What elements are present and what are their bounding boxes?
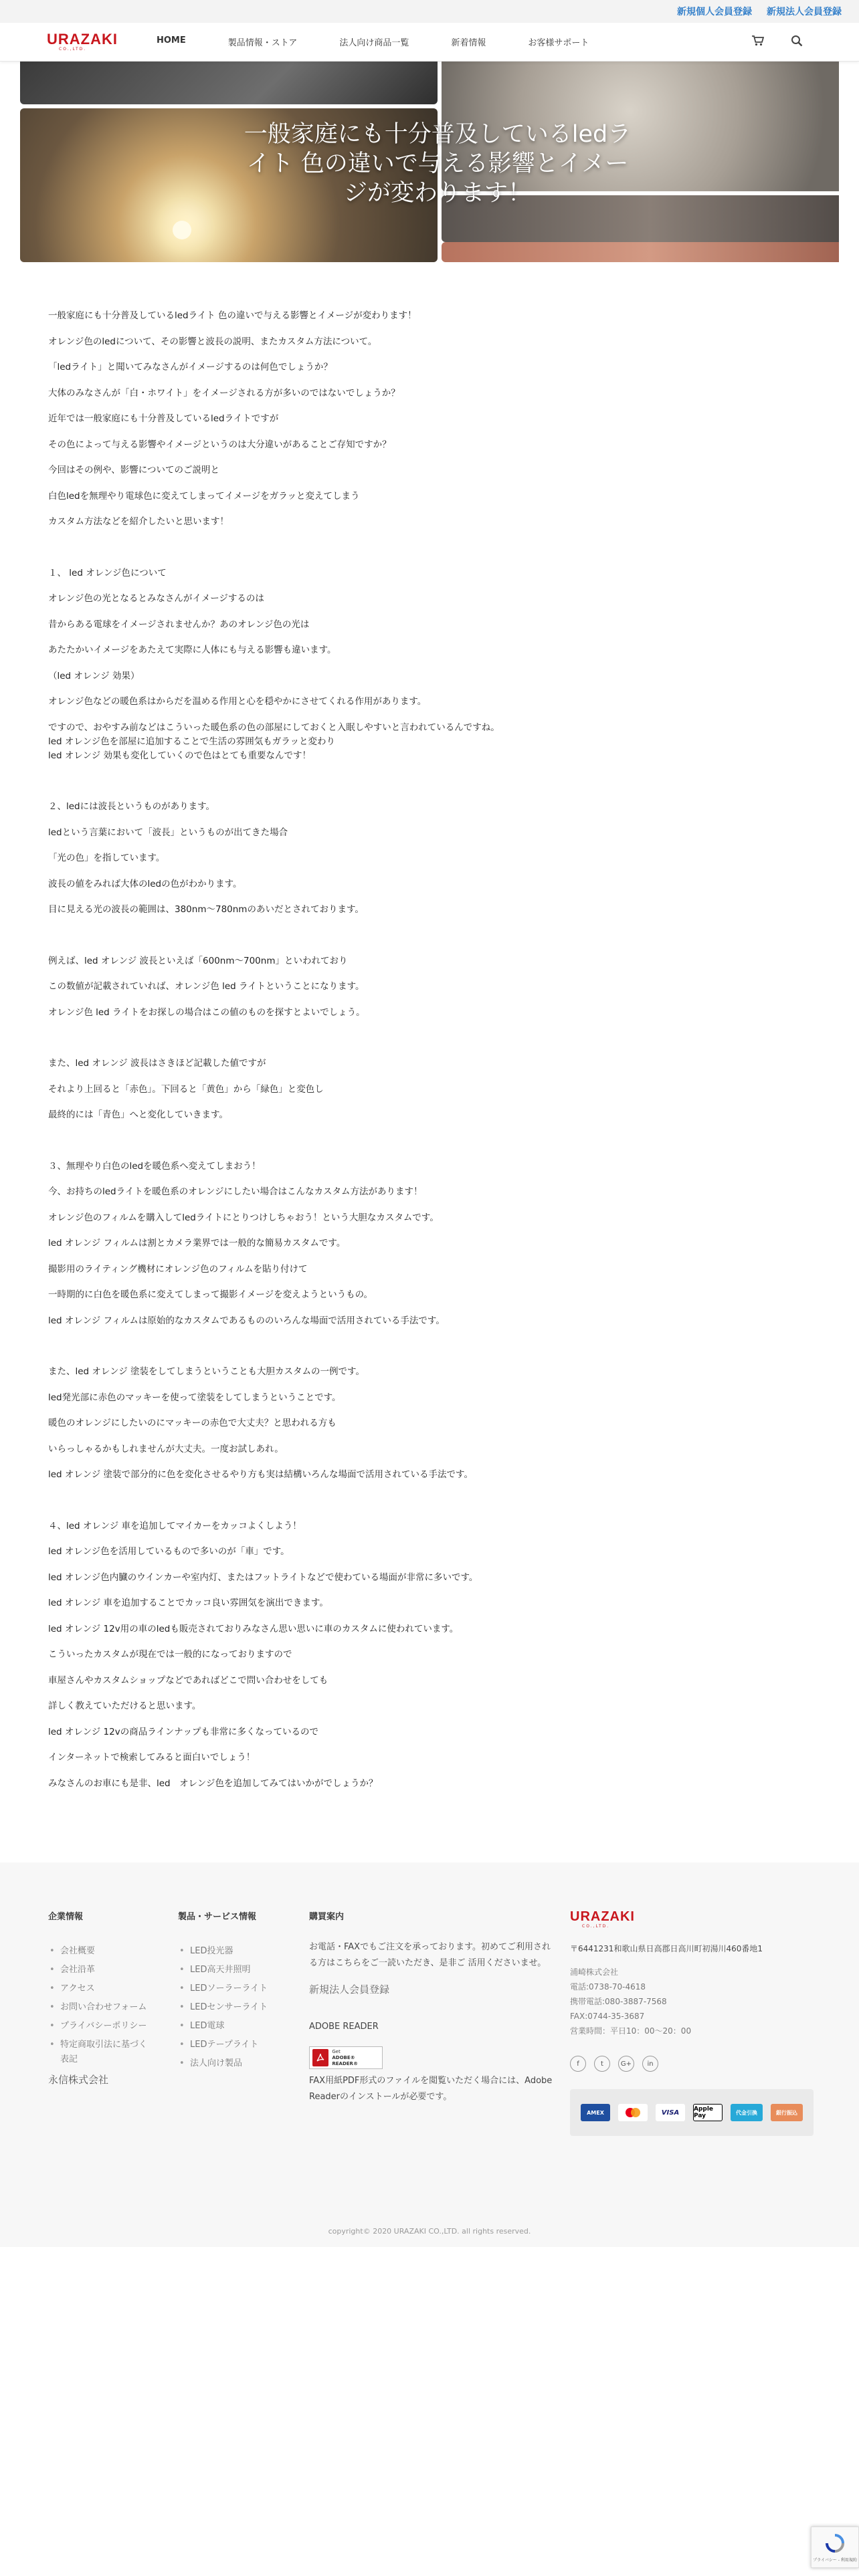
article-paragraph: オレンジ色の光となるとみなさんがイメージするのは	[48, 593, 264, 604]
main-navigation	[0, 23, 859, 62]
amex-icon: AMEX	[581, 2104, 610, 2121]
footer-link-access[interactable]: • アクセス	[48, 1979, 162, 1998]
article-paragraph: 「ledライト」と聞いてみなさんがイメージするのは何色でしょうか？	[48, 362, 332, 372]
footer-link-history[interactable]: • 会社沿革	[48, 1961, 162, 1979]
article-paragraph: ledという言葉において「波長」というものが出てきた場合	[48, 827, 288, 838]
cart-icon[interactable]	[752, 35, 764, 49]
article-paragraph: また、led オレンジ 塗装をしてしまうということも大胆カスタムの一例です。	[48, 1366, 365, 1377]
article-paragraph: 一般家庭にも十分普及しているledライト 色の違いで与える影響とイメージが変わります！	[48, 310, 417, 321]
apple-pay-icon: Apple Pay	[693, 2104, 723, 2121]
copyright: copyright© 2020 URAZAKI CO.,LTD. all rights reserved.	[328, 2227, 531, 2236]
pdf-icon	[312, 2049, 328, 2066]
bank-transfer-icon: 銀行振込	[771, 2104, 803, 2121]
footer-link-tape[interactable]: • LEDテープライト	[178, 2036, 292, 2054]
twitter-icon[interactable]: t	[594, 2056, 610, 2072]
article-paragraph: 昔からある電球をイメージされませんか？あのオレンジ色の光は	[48, 619, 310, 630]
article-paragraph: 詳しく教えていただけると思います。	[48, 1701, 201, 1711]
adobe-heading: ADOBE READER	[309, 2022, 379, 2032]
footer-link-floodlight[interactable]: • LED投光器	[178, 1942, 292, 1961]
footer-link-corporate-products[interactable]: • 法人向け製品	[178, 2054, 292, 2073]
article-paragraph: 車屋さんやカスタムショップなどであればどこで問い合わせをしても	[48, 1675, 328, 1686]
visa-icon: VISA	[656, 2104, 685, 2121]
footer-fax: FAX:0744-35-3687	[570, 2012, 645, 2021]
article-paragraph: led発光部に赤色のマッキーを使って塗装をしてしまうということです。	[48, 1392, 341, 1403]
google-plus-icon[interactable]: G+	[618, 2056, 634, 2072]
article-paragraph: 近年では一般家庭にも十分普及しているledライトですが	[48, 413, 279, 424]
footer-link-highbay[interactable]: • LED高天井照明	[178, 1961, 292, 1979]
footer-link-contact-form[interactable]: • お問い合わせフォーム	[48, 1998, 162, 2017]
article-paragraph: （led オレンジ 効果）	[48, 671, 140, 681]
footer-contact	[570, 1909, 824, 2136]
footer-link-sensor[interactable]: • LEDセンサーライト	[178, 1998, 292, 2017]
footer-register-link[interactable]: 新規法人会員登録	[309, 1983, 390, 1996]
article-paragraph: 波長の値をみれば大体のledの色がわかります。	[48, 879, 242, 889]
article-paragraph: ２、ledには波長というものがあります。	[48, 801, 215, 812]
article-paragraph: こういったカスタムが現在では一般的になっておりますので	[48, 1649, 292, 1660]
footer-company	[48, 1909, 162, 2086]
article-paragraph: led オレンジ色を部屋に追加することで生活の雰囲気もガラッと変わり	[48, 736, 335, 747]
footer-logo[interactable]: URAZAKI CO.,LTD.	[570, 1909, 635, 1929]
footer-mobile[interactable]: 携帯電話:080-3887-7568	[570, 1997, 667, 2006]
article-paragraph: この数値が記載されていれば、オレンジ色 led ライトということになります。	[48, 981, 365, 992]
footer-purchase-heading: 購買案内	[309, 1912, 345, 1922]
top-utility-bar	[0, 0, 859, 23]
cod-icon: 代金引換	[731, 2104, 763, 2121]
article-paragraph: 白色ledを無理やり電球色に変えてしまってイメージをガラッと変えてしまう	[48, 491, 360, 502]
article-paragraph: 暖色のオレンジにしたいのにマッキーの赤色で大丈夫？と思われる方も	[48, 1418, 337, 1428]
site-footer	[0, 1862, 859, 2247]
personal-register-link[interactable]: 新規個人会員登録	[677, 7, 752, 17]
article-paragraph: led オレンジ 効果も変化していくので色はとても重要なんです！	[48, 750, 312, 761]
footer-link-profile[interactable]: • 会社概要	[48, 1942, 162, 1961]
article-paragraph: インターネットで検索してみると面白いでしょう！	[48, 1752, 256, 1763]
article-paragraph: オレンジ色のフィルムを購入してledライトにとりつけしちゃおう！という大胆なカスタムです。	[48, 1212, 439, 1223]
site-logo[interactable]: URAZAKI CO.,LTD.	[47, 31, 118, 51]
adobe-text: FAX用紙PDF形式のファイルを閲覧いただく場合には、Adobe Readerのインストールが必要です。	[309, 2076, 553, 2102]
article-paragraph: ４、led オレンジ 車を追加してマイカーをカッコよくしよう！	[48, 1521, 302, 1531]
article-paragraph: led オレンジ フィルムは割とカメラ業界では一般的な簡易カスタムです。	[48, 1238, 346, 1249]
article-paragraph: カスタム方法などを紹介したいと思います！	[48, 516, 229, 527]
recaptcha-label[interactable]: プライバシー - 利用規約	[813, 2557, 857, 2563]
article-paragraph: led オレンジ フィルムは原始的なカスタムであるもののいろんな場面で活用されている手法です。	[48, 1315, 445, 1326]
payment-methods	[570, 2089, 814, 2136]
recaptcha-icon	[824, 2533, 846, 2554]
search-icon[interactable]	[791, 35, 803, 49]
footer-link-bulb[interactable]: • LED電球	[178, 2017, 292, 2036]
article-paragraph: led オレンジ 12vの商品ラインナップも非常に多くなっているので	[48, 1727, 319, 1737]
adobe-badge-get: Get	[332, 2048, 341, 2054]
footer-company-name: 浦崎株式会社	[570, 1967, 619, 1977]
article-paragraph: みなさんのお車にも是非、led オレンジ色を追加してみてはいかがでしょうか？	[48, 1778, 378, 1789]
article-paragraph: 今、お持ちのledライトを暖色系のオレンジにしたい場合はこんなカスタム方法があります！	[48, 1186, 423, 1197]
article-paragraph: オレンジ色のledについて、その影響と波長の説明、またカスタム方法について。	[48, 336, 377, 347]
nav-item-corporate[interactable]: 法人向け商品一覧	[339, 38, 409, 48]
hero-photo-dark	[20, 62, 438, 104]
article-paragraph: led オレンジ色を活用しているもので多いのが「車」です。	[48, 1546, 290, 1557]
footer-purchase-text: お電話・FAXでもご注文を承っております。初めてご利用される方はこちらをご一読いただき、是非ご 活用くださいませ。	[309, 1942, 551, 1968]
article-paragraph: led オレンジ 12v用の車のledも販売されておりみなさん思い思いに車のカスタムに使われています。	[48, 1624, 459, 1634]
footer-products	[178, 1909, 292, 2073]
facebook-icon[interactable]: f	[570, 2056, 586, 2072]
footer-link-solar[interactable]: • LEDソーラーライト	[178, 1979, 292, 1998]
article-paragraph: 今回はその例や、影響についてのご説明と	[48, 465, 219, 475]
article-paragraph: ３、無理やり白色のledを暖色系へ変えてしまおう！	[48, 1161, 261, 1172]
adobe-badge-label: ADOBE® READER®	[332, 2054, 358, 2066]
article-paragraph: led オレンジ 車を追加することでカッコ良い雰囲気を演出できます。	[48, 1598, 328, 1608]
nav-item-news[interactable]: 新着情報	[451, 38, 486, 48]
article-paragraph: オレンジ色などの暖色系はからだを温める作用と心を穏やかにさせてくれる作用があります。	[48, 696, 427, 707]
article-paragraph: 一時期的に白色を暖色系に変えてしまって撮影イメージを変えようというもの。	[48, 1289, 373, 1300]
footer-tel[interactable]: 電話:0738-70-4618	[570, 1982, 646, 1992]
article-paragraph: いらっしゃるかもしれませんが大丈夫。一度お試しあれ。	[48, 1444, 284, 1455]
article-paragraph: ですので、おやすみ前などはこういった暖色系の色の部屋にしておくと入眠しやすいと言われているんですね。	[48, 722, 500, 733]
article-paragraph: 例えば、led オレンジ 波長といえば「600nm～700nm」といわれており	[48, 956, 348, 966]
article-paragraph: 撮影用のライティング機材にオレンジ色のフィルムを貼り付けて	[48, 1264, 308, 1275]
article-paragraph: 「光の色」を指しています。	[48, 853, 165, 863]
footer-company-heading: 企業情報	[48, 1912, 84, 1922]
article-paragraph: あたたかいイメージをあたえて実際に人体にも与える影響も違います。	[48, 645, 337, 655]
corporate-register-link[interactable]: 新規法人会員登録	[767, 7, 842, 17]
social-links	[570, 2056, 824, 2072]
article-paragraph: 目に見える光の波長の範囲は、380nm～780nmのあいだとされております。	[48, 904, 364, 915]
footer-address: 〒6441231和歌山県日高郡日高川町初湯川460番地1	[570, 1944, 763, 1953]
article-paragraph: オレンジ色 led ライトをお探しの場合はこの値のものを探すとよいでしょう。	[48, 1007, 365, 1018]
article-paragraph: その色によって与える影響やイメージというのは大分違いがあることご存知ですか？	[48, 439, 391, 450]
hero-photo-strip	[442, 242, 839, 262]
article-paragraph: 大体のみなさんが「白・ホワイト」をイメージされる方が多いのではないでしょうか？	[48, 388, 400, 399]
article-paragraph: 最終的には「青色」へと変化していきます。	[48, 1109, 228, 1120]
article-paragraph: １、 led オレンジ色について	[48, 568, 167, 578]
footer-group-company[interactable]: 永信株式会社	[48, 2074, 109, 2086]
nav-item-support[interactable]: お客様サポート	[528, 38, 589, 48]
article-paragraph: led オレンジ 塗装で部分的に色を変化させるやり方も実は結構いろんな場面で活用されている手法です。	[48, 1469, 473, 1480]
article-paragraph: また、led オレンジ 波長はさきほど記載した値ですが	[48, 1058, 266, 1069]
hero-banner	[20, 62, 839, 262]
mastercard-icon	[618, 2104, 648, 2121]
footer-link-privacy[interactable]: • プライバシーポリシー	[48, 2017, 162, 2036]
nav-menu	[157, 35, 631, 48]
footer-link-legal[interactable]: • 特定商取引法に基づく表記	[48, 2036, 149, 2067]
article-paragraph: それより上回ると「赤色」。下回ると「黄色」から「緑色」と変色し	[48, 1084, 324, 1095]
nav-icons	[752, 35, 812, 49]
footer-hours: 営業時間：平日10：00〜20：00	[570, 2026, 692, 2036]
recaptcha-badge[interactable]	[811, 2527, 859, 2568]
nav-item-products[interactable]: 製品情報・ストア	[227, 38, 298, 48]
hero-title: 一般家庭にも十分普及しているledライト 色の違いで与える影響とイメージが変わります！	[244, 121, 632, 207]
footer-purchase	[309, 1909, 557, 2105]
article-paragraph: led オレンジ色内臓のウインカーや室内灯、またはフットライトなどで使わている場面が非常に多いです。	[48, 1572, 478, 1583]
linkedin-icon[interactable]: in	[642, 2056, 658, 2072]
adobe-reader-badge[interactable]	[309, 2046, 383, 2069]
nav-item-home[interactable]: HOME	[157, 35, 186, 45]
footer-products-heading: 製品・サービス情報	[178, 1912, 257, 1922]
